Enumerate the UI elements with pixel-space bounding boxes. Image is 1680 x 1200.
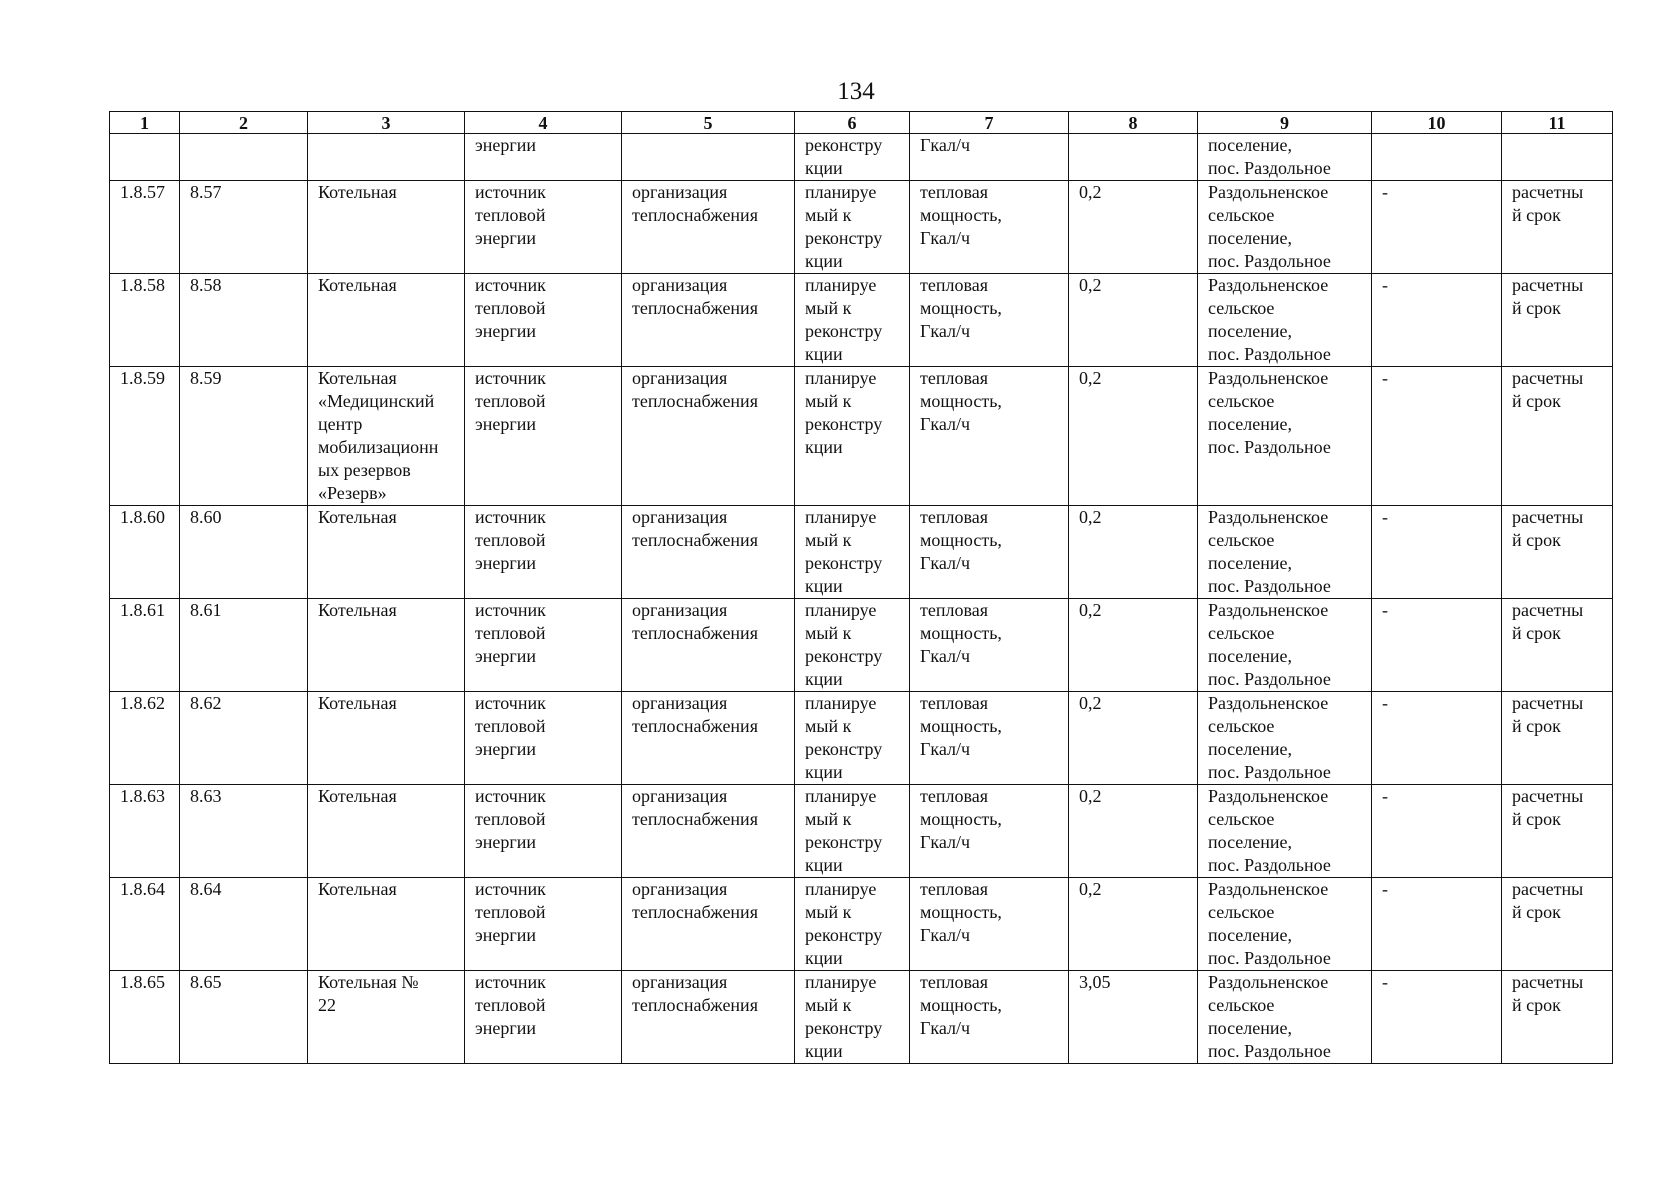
cell-term: расчетны й срок xyxy=(1502,878,1613,971)
cell-status: планируе мый к реконстру кции xyxy=(795,506,910,599)
header-cell: 11 xyxy=(1502,112,1613,134)
cell-parameter: тепловая мощность, Гкал/ч xyxy=(910,599,1069,692)
cell-number: 8.64 xyxy=(180,878,308,971)
cell-object: Котельная xyxy=(308,785,465,878)
cell-location: Раздольненское сельское поселение, пос. Раздольное xyxy=(1198,692,1372,785)
cell-index: 1.8.65 xyxy=(110,971,180,1064)
cell-term: расчетны й срок xyxy=(1502,274,1613,367)
header-cell: 4 xyxy=(465,112,622,134)
cell-location: Раздольненское сельское поселение, пос. Раздольное xyxy=(1198,599,1372,692)
cell-location: Раздольненское сельское поселение, пос. Раздольное xyxy=(1198,181,1372,274)
cell-value: 0,2 xyxy=(1069,785,1198,878)
cell-zone: - xyxy=(1372,181,1502,274)
cell-status: планируе мый к реконстру кции xyxy=(795,971,910,1064)
cell-type: источник тепловой энергии xyxy=(465,878,622,971)
cell-term: расчетны й срок xyxy=(1502,785,1613,878)
header-cell: 3 xyxy=(308,112,465,134)
cell-location: Раздольненское сельское поселение, пос. Раздольное xyxy=(1198,878,1372,971)
cell-object xyxy=(308,134,465,181)
cell-parameter: тепловая мощность, Гкал/ч xyxy=(910,367,1069,506)
cell-parameter: тепловая мощность, Гкал/ч xyxy=(910,878,1069,971)
cell-object: Котельная xyxy=(308,692,465,785)
header-cell: 7 xyxy=(910,112,1069,134)
cell-zone: - xyxy=(1372,599,1502,692)
cell-index: 1.8.57 xyxy=(110,181,180,274)
cell-index: 1.8.60 xyxy=(110,506,180,599)
cell-number: 8.57 xyxy=(180,181,308,274)
cell-number: 8.61 xyxy=(180,599,308,692)
cell-index: 1.8.59 xyxy=(110,367,180,506)
cell-purpose xyxy=(622,134,795,181)
cell-purpose: организация теплоснабжения xyxy=(622,367,795,506)
cell-index: 1.8.58 xyxy=(110,274,180,367)
cell-number: 8.59 xyxy=(180,367,308,506)
cell-type: источник тепловой энергии xyxy=(465,971,622,1064)
cell-purpose: организация теплоснабжения xyxy=(622,692,795,785)
cell-type: источник тепловой энергии xyxy=(465,367,622,506)
cell-zone: - xyxy=(1372,878,1502,971)
cell-zone: - xyxy=(1372,971,1502,1064)
table-header xyxy=(110,112,1613,134)
cell-zone: - xyxy=(1372,274,1502,367)
cell-purpose: организация теплоснабжения xyxy=(622,599,795,692)
cell-zone xyxy=(1372,134,1502,181)
cell-number: 8.60 xyxy=(180,506,308,599)
cell-type: источник тепловой энергии xyxy=(465,692,622,785)
table-row xyxy=(110,878,1613,971)
cell-value: 0,2 xyxy=(1069,692,1198,785)
cell-term: расчетны й срок xyxy=(1502,506,1613,599)
cell-number xyxy=(180,134,308,181)
header-cell: 2 xyxy=(180,112,308,134)
cell-type: энергии xyxy=(465,134,622,181)
table-row xyxy=(110,181,1613,274)
cell-value: 0,2 xyxy=(1069,599,1198,692)
cell-index: 1.8.63 xyxy=(110,785,180,878)
cell-location: поселение, пос. Раздольное xyxy=(1198,134,1372,181)
cell-status: планируе мый к реконстру кции xyxy=(795,599,910,692)
cell-location: Раздольненское сельское поселение, пос. Раздольное xyxy=(1198,367,1372,506)
cell-zone: - xyxy=(1372,506,1502,599)
cell-index: 1.8.61 xyxy=(110,599,180,692)
header-cell: 6 xyxy=(795,112,910,134)
cell-status: реконстру кции xyxy=(795,134,910,181)
cell-type: источник тепловой энергии xyxy=(465,181,622,274)
cell-location: Раздольненское сельское поселение, пос. Раздольное xyxy=(1198,785,1372,878)
table-row xyxy=(110,971,1613,1064)
cell-object: Котельная xyxy=(308,599,465,692)
cell-number: 8.65 xyxy=(180,971,308,1064)
cell-zone: - xyxy=(1372,692,1502,785)
cell-term: расчетны й срок xyxy=(1502,692,1613,785)
cell-purpose: организация теплоснабжения xyxy=(622,878,795,971)
header-cell: 10 xyxy=(1372,112,1502,134)
cell-object: Котельная № 22 xyxy=(308,971,465,1064)
cell-type: источник тепловой энергии xyxy=(465,506,622,599)
cell-status: планируе мый к реконстру кции xyxy=(795,692,910,785)
header-cell: 9 xyxy=(1198,112,1372,134)
cell-zone: - xyxy=(1372,785,1502,878)
cell-object: Котельная «Медицинский центр мобилизационн ых резервов «Резерв» xyxy=(308,367,465,506)
table-row xyxy=(110,599,1613,692)
cell-location: Раздольненское сельское поселение, пос. Раздольное xyxy=(1198,506,1372,599)
cell-value xyxy=(1069,134,1198,181)
table-row xyxy=(110,367,1613,506)
cell-purpose: организация теплоснабжения xyxy=(622,274,795,367)
header-cell: 1 xyxy=(110,112,180,134)
cell-type: источник тепловой энергии xyxy=(465,785,622,878)
table-row-continuation xyxy=(110,134,1613,181)
header-row xyxy=(110,112,1613,134)
cell-value: 0,2 xyxy=(1069,181,1198,274)
table-row xyxy=(110,692,1613,785)
cell-parameter: Гкал/ч xyxy=(910,134,1069,181)
cell-value: 0,2 xyxy=(1069,506,1198,599)
cell-index xyxy=(110,134,180,181)
header-cell: 5 xyxy=(622,112,795,134)
cell-location: Раздольненское сельское поселение, пос. Раздольное xyxy=(1198,971,1372,1064)
table-row xyxy=(110,506,1613,599)
table-row xyxy=(110,785,1613,878)
cell-object: Котельная xyxy=(308,506,465,599)
cell-location: Раздольненское сельское поселение, пос. Раздольное xyxy=(1198,274,1372,367)
cell-number: 8.62 xyxy=(180,692,308,785)
page-number: 134 xyxy=(837,78,875,105)
cell-status: планируе мый к реконстру кции xyxy=(795,878,910,971)
cell-term: расчетны й срок xyxy=(1502,367,1613,506)
cell-value: 3,05 xyxy=(1069,971,1198,1064)
cell-parameter: тепловая мощность, Гкал/ч xyxy=(910,506,1069,599)
cell-term: расчетны й срок xyxy=(1502,971,1613,1064)
cell-purpose: организация теплоснабжения xyxy=(622,506,795,599)
cell-purpose: организация теплоснабжения xyxy=(622,181,795,274)
cell-value: 0,2 xyxy=(1069,878,1198,971)
cell-purpose: организация теплоснабжения xyxy=(622,785,795,878)
cell-purpose: организация теплоснабжения xyxy=(622,971,795,1064)
cell-object: Котельная xyxy=(308,274,465,367)
cell-parameter: тепловая мощность, Гкал/ч xyxy=(910,692,1069,785)
table-row xyxy=(110,274,1613,367)
cell-status: планируе мый к реконстру кции xyxy=(795,274,910,367)
cell-status: планируе мый к реконстру кции xyxy=(795,785,910,878)
cell-parameter: тепловая мощность, Гкал/ч xyxy=(910,274,1069,367)
cell-value: 0,2 xyxy=(1069,367,1198,506)
cell-type: источник тепловой энергии xyxy=(465,274,622,367)
cell-zone: - xyxy=(1372,367,1502,506)
cell-term: расчетны й срок xyxy=(1502,599,1613,692)
cell-parameter: тепловая мощность, Гкал/ч xyxy=(910,971,1069,1064)
cell-term: расчетны й срок xyxy=(1502,181,1613,274)
cell-number: 8.63 xyxy=(180,785,308,878)
cell-parameter: тепловая мощность, Гкал/ч xyxy=(910,785,1069,878)
table-body xyxy=(110,134,1613,1064)
cell-type: источник тепловой энергии xyxy=(465,599,622,692)
cell-index: 1.8.64 xyxy=(110,878,180,971)
cell-object: Котельная xyxy=(308,878,465,971)
cell-status: планируе мый к реконстру кции xyxy=(795,181,910,274)
cell-term xyxy=(1502,134,1613,181)
cell-parameter: тепловая мощность, Гкал/ч xyxy=(910,181,1069,274)
cell-object: Котельная xyxy=(308,181,465,274)
cell-index: 1.8.62 xyxy=(110,692,180,785)
cell-status: планируе мый к реконстру кции xyxy=(795,367,910,506)
cell-number: 8.58 xyxy=(180,274,308,367)
header-cell: 8 xyxy=(1069,112,1198,134)
cell-value: 0,2 xyxy=(1069,274,1198,367)
data-table xyxy=(109,111,1613,1064)
